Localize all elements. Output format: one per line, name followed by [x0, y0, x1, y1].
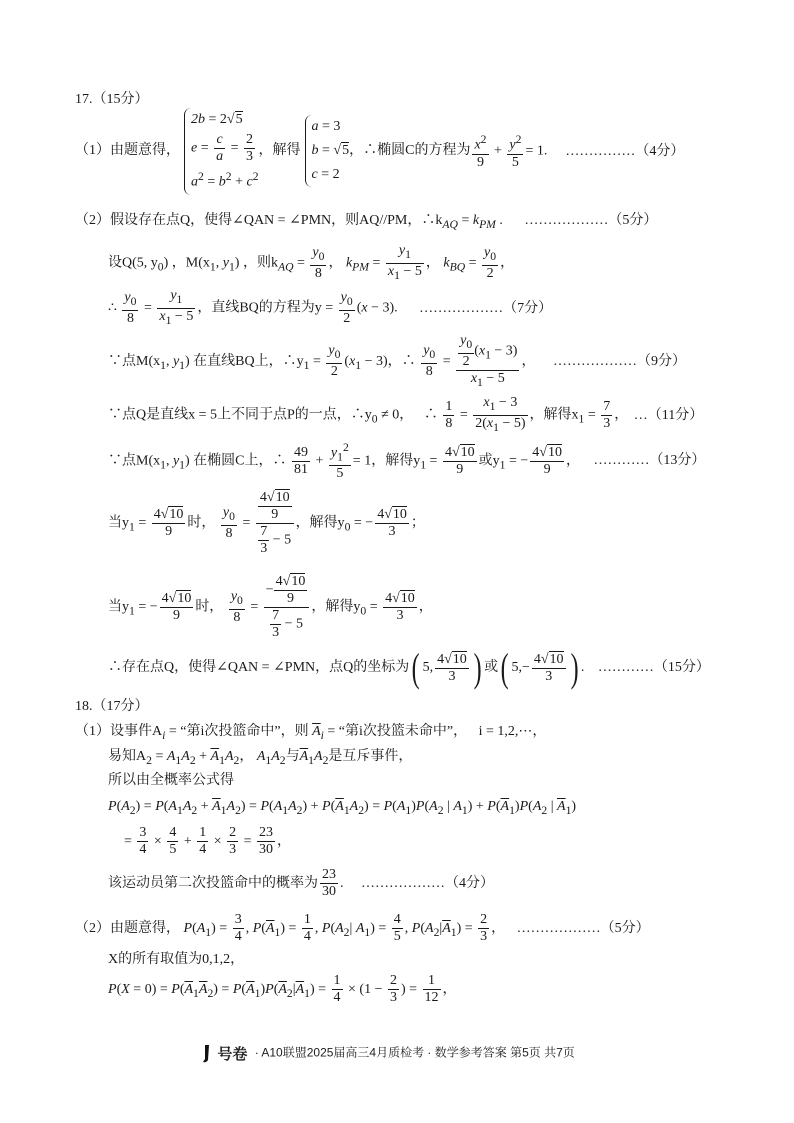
known-text: 易知A	[108, 749, 147, 764]
solve-x1-text: ，解得x	[529, 407, 579, 423]
score-4: ……………（4分）	[565, 143, 685, 159]
on-ellipse-text: 在椭圆C上，∴	[193, 453, 287, 469]
case1-solve: ，解得y	[295, 515, 345, 531]
q18-part2-text: （2）由题意得，	[75, 921, 180, 936]
q18-line3: 所以由全概率公式得	[108, 773, 234, 788]
q18-line1: （1）设事件$A_i$ = “第i次投篮命中”，则 $\overline{A}_i$ = “第i次投篮未命中”， i = 1,2,⋯，	[75, 724, 547, 742]
set-m-text: ，M(x	[171, 255, 210, 271]
score-7: ………………（7分）	[419, 300, 553, 316]
q17-part2-text: （2）假设存在点Q，使得∠QAN = ∠PMN，则AQ//PM，∴k	[75, 213, 443, 228]
q17-part1: （1）由题意得， 2b = 2√5 e = $\frac{c}{a}$ = $\frac{2}{3}$ $a^2 = b^2 + c^2$ ，解得 a = 3 b = √5 c = 2 ，∴椭圆C的方程为 $\frac{x^2}{9}$ + $\frac{y^2}{5}$ = 1. ……………（4分）	[75, 108, 684, 195]
q17-part2-line6: ∵点$M(x_1$, $y_1$) 在椭圆C上，∴ $\frac{49}{81}$ + $\frac{y_1^2}{5}$ = 1，解得$y_1$ = $\frac{4√10}{9}$ 或$y_1$ = − $\frac{4√10}{9}$ ， …………（13分）	[108, 441, 706, 482]
nonzero-text: ≠ 0，	[381, 407, 414, 423]
score-13: …………（13分）	[593, 453, 706, 469]
q17-part2-line1: （2）假设存在点Q，使得∠QAN = ∠PMN，则AQ//PM，$\therefore k_{AQ} = k_{PM}$ . ………………（5分）	[75, 213, 658, 231]
q17-part2-line5: ∵点Q是直线x = 5上不同于点P的一点，$\therefore y_0 \ne 0$， ∴ $\frac{1}{8}$ = $\frac{x_1 - 3}{2(x_1 - 5)}$ ，解得$x_1$ = $\frac{7}{3}$ ， …（11分）	[108, 395, 704, 434]
q18-line6: 该运动员第二次投篮命中的概率为 $\frac{23}{30}$ . ………………（4分）	[108, 867, 494, 900]
event-def-text: （1）设事件A	[75, 724, 163, 739]
q18-part2-line: （2）由题意得， $P(A_1)$ = $\frac{3}{4}$ , $P(\overline{A}_1)$ = $\frac{1}{4}$ , $P(A_2|$ $A_1$) = $\frac{4}{5}$ , $P(A_2|\overline{A}_1)$ = $\frac{2}{3}$ ， ………………（5分）	[75, 912, 650, 945]
question-18-header: 18.（17分）	[75, 699, 149, 714]
score-11: …（11分）	[633, 407, 704, 423]
case1-text: 当y	[108, 515, 129, 531]
or-text: 或y	[478, 453, 500, 469]
m-on-ellipse-text: ∵点M(x	[108, 453, 161, 469]
q17-ellipse-text: ，∴椭圆C的方程为	[349, 143, 471, 159]
ellipse-term-x: $\frac{x^2}{9}$	[474, 133, 487, 170]
q17-solve-text: ，解得	[258, 143, 301, 159]
q17-part2-line4: ∵点$M(x_1$, $y_1$) 在直线BQ上，$\therefore y_1$ = $\frac{y_0}{2}$ $(x_1 - 3)$，∴ $\frac{y_0}{8}$ = $\frac{y_0}{2}$ $(x_1 - 3)$ $x_1 - 5$ ， ………………（9分）	[108, 333, 686, 389]
score-4b: ………………（4分）	[361, 876, 494, 891]
logo-mark-icon	[200, 1044, 214, 1064]
q17-result-system: a = 3 b = √5 c = 2	[305, 115, 350, 187]
solve-y1-text: = 1，解得y	[352, 453, 421, 469]
slopes-text: ，则k	[242, 255, 278, 271]
score-5b: ………………（5分）	[516, 921, 650, 936]
conclusion-text: ∴存在点Q，使得∠QAN = ∠PMN，点Q的坐标为	[108, 660, 410, 676]
q18-px0-line: $P(X = 0) = P(\overline{A}_1\overline{A}_2) = P(\overline{A}_1)P(\overline{A}_2|\overline{A}_1)$ = $\frac{1}{4}$ × (1 − $\frac{2}{3}$ ) = $\frac{1}{12}$ ，	[108, 973, 457, 1006]
q17-part2-line9: ∴存在点Q，使得∠QAN = ∠PMN，点Q的坐标为( 5, $\frac{4√10}{3}$ ) 或( 5,− $\frac{4√10}{3}$ ) . …………（15分）	[108, 645, 710, 690]
ellipse-term-y: $\frac{y^2}{5}$	[509, 133, 522, 170]
case2-solve: ，解得y	[311, 599, 361, 615]
index-range: i = 1,2,⋯，	[478, 724, 547, 739]
case1-when: 时，	[187, 515, 216, 531]
footer-logo: 号卷	[217, 1045, 248, 1063]
event-miss-text: = “第i次投篮未命中”，	[327, 724, 468, 739]
q18-calc-line: = $\frac{3}{4}$ × $\frac{4}{5}$ + $\frac{1}{4}$ × $\frac{2}{3}$ = $\frac{23}{30}$ ，	[124, 825, 292, 858]
line-bq-text: ，直线BQ的方程为y =	[197, 300, 334, 316]
page-footer	[200, 1043, 575, 1064]
question-17-header: 17.（15分）	[75, 92, 149, 107]
score-5: ………………（5分）	[524, 213, 658, 228]
q17-part2-line7: 当$y_1$ = $\frac{4√10}{9}$ 时， $\frac{y_0}{8}$ = $\frac{4√10}{9}$ $\frac{7}{3}$ − 5 ，解得$y_0$ = − $\frac{4√10}{3}$ ；	[108, 490, 425, 556]
score-15: …………（15分）	[597, 660, 710, 676]
footer-text: · A10联盟2025届高三4月质检考 · 数学参考答案 第5页 共7页	[254, 1045, 575, 1060]
q17-given-system: 2b = 2√5 e = $\frac{c}{a}$ = $\frac{2}{3}$ $a^2 = b^2 + c^2$	[184, 108, 259, 195]
q18-x-values: X的所有取值为0,1,2，	[108, 952, 245, 967]
event-hit-text: = “第i次投篮命中”，则	[168, 724, 309, 739]
q17-part1-label: （1）由题意得，	[75, 143, 180, 159]
ellipse-eq-tail: = 1.	[525, 143, 548, 159]
q17-part2-line2: 设Q(5, $y_0$) ，$M(x_1$, $y_1$) ，则$k_{AQ}$ = $\frac{y_0}{8}$ ， $k_{PM}$ = $\frac{y_1}{x_1 - 5}$ ， $k_{BQ}$ = $\frac{y_0}{2}$ ，	[108, 243, 515, 282]
second-hit-text: 该运动员第二次投篮命中的概率为	[108, 876, 318, 891]
point-q-text: ∵点Q是直线x = 5上不同于点P的一点，∴y	[108, 407, 372, 423]
exclusive-text: 是互斥事件，	[328, 749, 413, 764]
score-9: ………………（9分）	[552, 354, 686, 370]
on-line-text: 在直线BQ上，∴y	[193, 354, 304, 370]
case2-text: 当y	[108, 599, 129, 615]
q18-line2: 易知$A_2 = A_1A_2 + \overline{A}_1A_2$， $A_1A_2$与$\overline{A}_1A_2$是互斥事件，	[108, 749, 413, 767]
q17-part2-line3: ∴ $\frac{y_0}{8}$ = $\frac{y_1}{x_1 - 5}$ ，直线BQ的方程为y = $\frac{y_0}{2}$ (x − 3). ………………（7分）	[108, 288, 553, 327]
q17-part2-line8: 当$y_1$ = − $\frac{4√10}{9}$ 时， $\frac{y_0}{8}$ = − $\frac{4√10}{9}$ $\frac{7}{3}$ − 5 ，解得$y_0$ = $\frac{4√10}{3}$ ，	[108, 574, 433, 640]
point-m-text: ∵点M(x	[108, 354, 161, 370]
set-q-text: 设Q(5, y	[108, 255, 158, 271]
q18-total-prob-line: $P(A_2) = P(A_1A_2 + \overline{A}_1A_2) = P(A_1A_2) + P(\overline{A}_1A_2) = P(A_1)P(A_2$ | $A_1) + P(\overline{A}_1)P(A_2$ | $\overline{A}_1$)	[108, 799, 577, 817]
case2-when: 时，	[195, 599, 224, 615]
or2-text: 或	[484, 660, 499, 676]
